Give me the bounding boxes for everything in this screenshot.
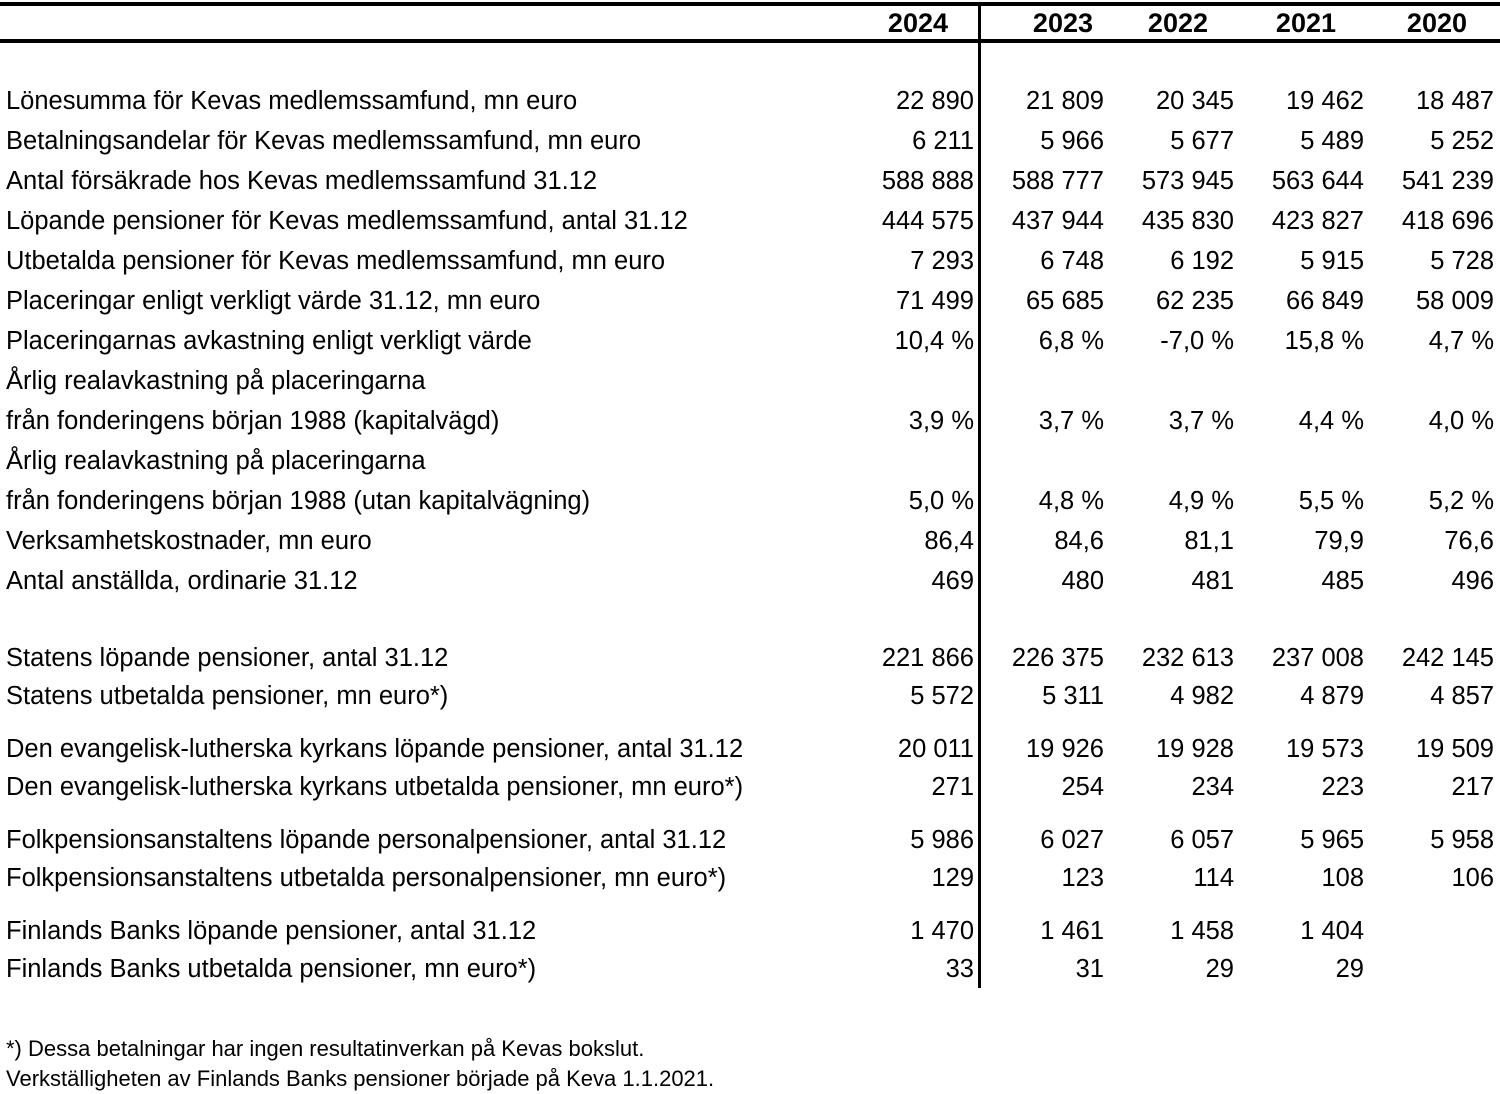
- table-cell: 5 311: [1042, 682, 1104, 710]
- table-cell: 29: [1335, 955, 1364, 983]
- table-cell: 5,0 %: [908, 487, 974, 515]
- table-cell: 418 696: [1401, 207, 1494, 235]
- row-label: Verksamhetskostnader, mn euro: [6, 527, 372, 555]
- table-cell: 6 027: [1040, 826, 1104, 854]
- row-label: Placeringar enligt verkligt värde 31.12, mn euro: [6, 287, 541, 315]
- table-cell: 5 958: [1430, 826, 1494, 854]
- table-cell: 129: [931, 864, 974, 892]
- table-cell: 234: [1191, 773, 1234, 801]
- table-cell: 217: [1451, 773, 1494, 801]
- row-label: Finlands Banks utbetalda pensioner, mn euro*): [6, 955, 537, 983]
- table-cell: 221 866: [881, 644, 974, 672]
- table-cell: 435 830: [1141, 207, 1234, 235]
- table-cell: 20 011: [897, 735, 974, 763]
- table-row: [0, 677, 1500, 715]
- table-cell: 242 145: [1401, 644, 1494, 672]
- table-cell: 58 009: [1416, 287, 1494, 315]
- table-cell: 4,7 %: [1428, 327, 1494, 355]
- table-cell: 437 944: [1011, 207, 1104, 235]
- table-cell: 237 008: [1271, 644, 1364, 672]
- table-cell: 19 509: [1416, 735, 1494, 763]
- table-cell: 4 982: [1170, 682, 1234, 710]
- table-cell: 481: [1191, 567, 1234, 595]
- table-cell: 5,2 %: [1428, 487, 1494, 515]
- table-cell: 19 462: [1286, 87, 1364, 115]
- table-cell: 62 235: [1156, 287, 1234, 315]
- footnote: Verkställigheten av Finlands Banks pensioner började på Keva 1.1.2021.: [6, 1066, 715, 1091]
- table-cell: 6 748: [1040, 247, 1104, 275]
- table-row: [0, 442, 1500, 480]
- table-cell: 485: [1321, 567, 1364, 595]
- table-cell: 65 685: [1026, 287, 1104, 315]
- table-cell: 5 489: [1300, 127, 1364, 155]
- table-row: [0, 122, 1500, 160]
- row-label: Folkpensionsanstaltens löpande personalpensioner, antal 31.12: [6, 826, 727, 854]
- row-label: Finlands Banks löpande pensioner, antal 31.12: [6, 917, 537, 945]
- table-cell: 81,1: [1184, 527, 1234, 555]
- table-cell: 254: [1061, 773, 1104, 801]
- table-cell: 106: [1451, 864, 1494, 892]
- table-cell: 3,7 %: [1038, 407, 1104, 435]
- table-cell: 5 966: [1040, 127, 1104, 155]
- table-cell: 4,4 %: [1298, 407, 1364, 435]
- table-cell: 5 965: [1300, 826, 1364, 854]
- table-cell: 31: [1075, 955, 1104, 983]
- table-cell: 541 239: [1401, 167, 1494, 195]
- table-cell: 29: [1205, 955, 1234, 983]
- table-cell: 226 375: [1011, 644, 1104, 672]
- table-cell: 19 573: [1286, 735, 1364, 763]
- table-cell: 4 879: [1300, 682, 1364, 710]
- table-row: [0, 322, 1500, 360]
- table-cell: 6,8 %: [1038, 327, 1104, 355]
- table-cell: 19 928: [1156, 735, 1234, 763]
- table-cell: 21 809: [1026, 87, 1104, 115]
- table-row: [0, 639, 1500, 677]
- table-cell: 3,7 %: [1168, 407, 1234, 435]
- column-header-2021: 2021: [1275, 8, 1336, 38]
- table-cell: 4,8 %: [1038, 487, 1104, 515]
- table-row: [0, 859, 1500, 897]
- table-row: [0, 562, 1500, 600]
- table-cell: 76,6: [1444, 527, 1494, 555]
- table-row: [0, 242, 1500, 280]
- table-cell: 114: [1193, 864, 1234, 892]
- table-row: [0, 162, 1500, 200]
- row-label: Antal anställda, ordinarie 31.12: [6, 567, 358, 595]
- table-cell: 588 777: [1011, 167, 1104, 195]
- table-row: [0, 362, 1500, 400]
- row-label: Utbetalda pensioner för Kevas medlemssamfund, mn euro: [6, 247, 666, 275]
- table-cell: 7 293: [910, 247, 974, 275]
- table-cell: 6 057: [1170, 826, 1234, 854]
- table-cell: 588 888: [881, 167, 974, 195]
- table-row: [0, 768, 1500, 806]
- table-cell: 108: [1321, 864, 1364, 892]
- column-header-2023: 2023: [1032, 8, 1093, 38]
- row-label: Den evangelisk-lutherska kyrkans utbetalda pensioner, mn euro*): [6, 773, 744, 801]
- table-cell: 22 890: [896, 87, 974, 115]
- table-cell: 5 572: [910, 682, 974, 710]
- table-cell: 10,4 %: [894, 327, 974, 355]
- table-cell: 66 849: [1286, 287, 1364, 315]
- column-header-2024: 2024: [887, 8, 948, 38]
- table-cell: 71 499: [896, 287, 974, 315]
- table-row: [0, 82, 1500, 120]
- table-cell: 5,5 %: [1298, 487, 1364, 515]
- table-cell: 6 211: [912, 127, 974, 155]
- table-cell: 563 644: [1271, 167, 1364, 195]
- table-cell: 1 458: [1170, 917, 1234, 945]
- footnote: *) Dessa betalningar har ingen resultatinverkan på Kevas bokslut.: [6, 1036, 645, 1061]
- table-row: [0, 821, 1500, 859]
- table-cell: 5 986: [910, 826, 974, 854]
- table-cell: 84,6: [1054, 527, 1104, 555]
- table-cell: 86,4: [924, 527, 974, 555]
- table-row: [0, 950, 1500, 988]
- table-cell: 20 345: [1156, 87, 1234, 115]
- table-cell: 123: [1061, 864, 1104, 892]
- column-header-2022: 2022: [1147, 8, 1208, 38]
- table-cell: 5 252: [1430, 127, 1494, 155]
- table-cell: 232 613: [1141, 644, 1234, 672]
- table-cell: 79,9: [1314, 527, 1364, 555]
- table-cell: 19 926: [1026, 735, 1104, 763]
- row-label: från fonderingens början 1988 (utan kapitalvägning): [6, 487, 591, 515]
- table-cell: 444 575: [881, 207, 974, 235]
- table-cell: 4,9 %: [1168, 487, 1234, 515]
- table-row: [0, 482, 1500, 520]
- row-label: Årlig realavkastning på placeringarna: [6, 367, 426, 395]
- table-cell: 1 404: [1300, 917, 1364, 945]
- row-label: Folkpensionsanstaltens utbetalda personalpensioner, mn euro*): [6, 864, 727, 892]
- row-label: Statens löpande pensioner, antal 31.12: [6, 644, 449, 672]
- table-row: [0, 730, 1500, 768]
- table-row: [0, 202, 1500, 240]
- table-cell: 469: [931, 567, 974, 595]
- table-cell: 18 487: [1416, 87, 1494, 115]
- table-cell: 496: [1451, 567, 1494, 595]
- table-cell: 271: [931, 773, 974, 801]
- row-label: Årlig realavkastning på placeringarna: [6, 447, 426, 475]
- table-row: [0, 282, 1500, 320]
- table-cell: 5 728: [1430, 247, 1494, 275]
- table-cell: 5 915: [1300, 247, 1364, 275]
- table-row: [0, 522, 1500, 560]
- row-label: Lönesumma för Kevas medlemssamfund, mn euro: [6, 87, 578, 115]
- row-label: Den evangelisk-lutherska kyrkans löpande pensioner, antal 31.12: [6, 735, 744, 763]
- table-row: [0, 912, 1500, 950]
- table-cell: 6 192: [1170, 247, 1234, 275]
- table-cell: 4,0 %: [1428, 407, 1494, 435]
- table-cell: 15,8 %: [1284, 327, 1364, 355]
- row-label: Statens utbetalda pensioner, mn euro*): [6, 682, 449, 710]
- row-label: Löpande pensioner för Kevas medlemssamfund, antal 31.12: [6, 207, 688, 235]
- table-cell: 423 827: [1271, 207, 1364, 235]
- table-cell: 33: [945, 955, 974, 983]
- table-cell: 4 857: [1430, 682, 1494, 710]
- row-label: från fonderingens början 1988 (kapitalvägd): [6, 407, 500, 435]
- table-cell: 223: [1321, 773, 1364, 801]
- table-cell: 573 945: [1141, 167, 1234, 195]
- row-label: Betalningsandelar för Kevas medlemssamfund, mn euro: [6, 127, 641, 155]
- table-cell: 1 470: [910, 917, 974, 945]
- row-label: Antal försäkrade hos Kevas medlemssamfund 31.12: [6, 167, 598, 195]
- table-cell: -7,0 %: [1160, 327, 1234, 355]
- table-row: [0, 402, 1500, 440]
- table-cell: 3,9 %: [908, 407, 974, 435]
- column-header-2020: 2020: [1406, 8, 1467, 38]
- row-label: Placeringarnas avkastning enligt verkligt värde: [6, 327, 532, 355]
- table-cell: 5 677: [1170, 127, 1234, 155]
- table-cell: 480: [1061, 567, 1104, 595]
- table-cell: 1 461: [1040, 917, 1104, 945]
